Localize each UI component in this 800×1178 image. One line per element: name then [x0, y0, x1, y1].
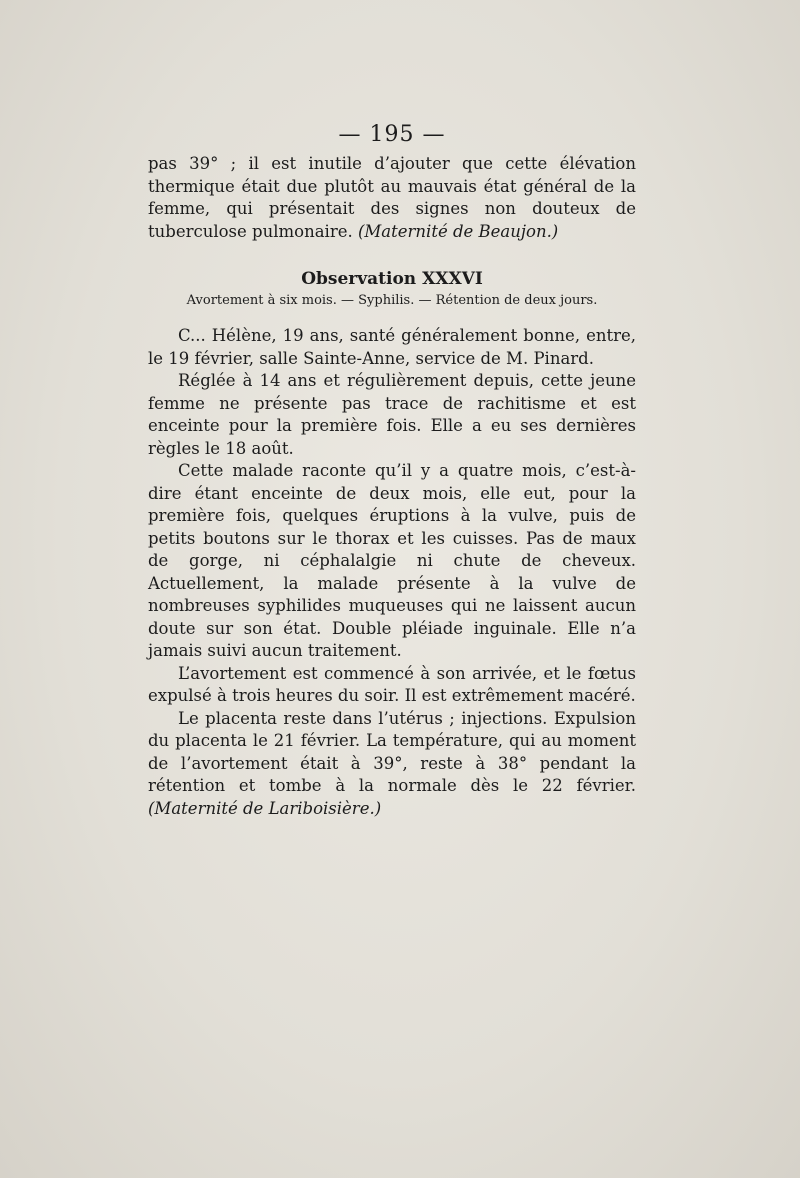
paragraph-abortion: L’avortement est commencé à son arrivée, et le fœtus expulsé à trois heures du soir. Il est extrêmement macéré. — [148, 663, 636, 705]
observation-title: Observation XXXVI — [301, 269, 483, 289]
paragraph-patient: C... Hélène, 19 ans, santé généralement bonne, entre, le 19 février, salle Sainte-Anne, service de M. Pinard. — [148, 326, 636, 368]
paragraph-history: Réglée à 14 ans et régulièrement depuis, cette jeune femme ne présente pas trace de rachitisme et est enceinte pour la première fois. Elle a eu ses dernières règles le 18 août. — [148, 371, 636, 458]
page-number: — 195 — — [338, 122, 446, 147]
intro-citation: (Maternité de Beaujon.) — [357, 221, 559, 241]
paragraph-symptoms: Cette malade raconte qu’il y a quatre mois, c’est-à-dire étant enceinte de deux mois, elle eut, pour la première fois, quelques éruptions à la vulve, puis de petits boutons sur le thorax et les cuisses. Pas de maux de gorge, ni céphalalgie ni chute de cheveux. Actuellement, la malade présente à la vulve de nombreuses syphilides muqueuses qui ne laissent aucun doute sur son état. Double pléiade inguinale. Elle n’a jamais suivi aucun traitement. — [148, 461, 636, 660]
placenta-text: Le placenta reste dans l’utérus ; injections. Expulsion du placenta le 21 février. La température, qui au moment de l’avortement était à 39°, reste à 38° pendant la rétention et tombe à la normale dès le 22 février. — [148, 708, 636, 795]
observation-subtitle: Avortement à six mois. — Syphilis. — Rétention de deux jours. — [186, 293, 598, 308]
paragraph-placenta — [148, 708, 636, 821]
intro-text: pas 39° ; il est inutile d’ajouter que cette élévation thermique était due plutôt au mauvais état général de la femme, qui présentait des signes non douteux de tuberculose pulmonaire. — [148, 154, 636, 241]
intro-paragraph — [148, 153, 636, 243]
final-citation: (Maternité de Lariboisière.) — [148, 798, 382, 818]
text-block — [148, 122, 636, 820]
